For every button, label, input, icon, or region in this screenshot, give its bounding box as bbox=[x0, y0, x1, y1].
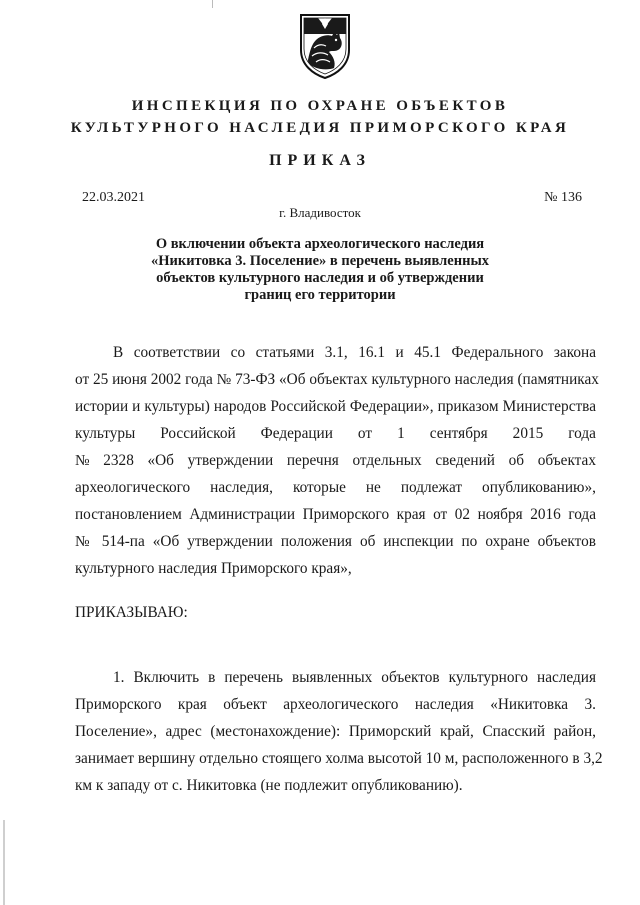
preamble-paragraph bbox=[75, 339, 599, 582]
word: сентября bbox=[429, 425, 488, 442]
order-item-1 bbox=[75, 664, 603, 799]
word: сведений bbox=[435, 452, 495, 469]
title-line: границ его территории bbox=[244, 287, 396, 303]
word: и bbox=[395, 344, 404, 361]
word: Приморский bbox=[348, 723, 432, 740]
word: перечня bbox=[286, 452, 339, 469]
word: адрес bbox=[165, 723, 202, 740]
word: № bbox=[75, 452, 90, 469]
word: Приморского bbox=[75, 696, 162, 713]
line-text: культурного наследия Приморского края», bbox=[75, 560, 352, 577]
line-text: 1. Включить в перечень выявленных объектов культурного наследия bbox=[113, 669, 596, 686]
paragraph-line bbox=[75, 718, 596, 745]
line-text: от 25 июня 2002 года № 73-ФЗ «Об объектах культурного наследия (памятниках bbox=[75, 371, 599, 388]
word: наследия, bbox=[210, 479, 273, 496]
line-text: занимает вершину отдельно стоящего холма высотой 10 м, расположенного в 3,2 bbox=[75, 750, 603, 767]
word: 45.1 bbox=[414, 344, 442, 361]
line-text: км к западу от с. Никитовка (не подлежит опубликованию). bbox=[75, 777, 463, 794]
word: 3.1, bbox=[324, 344, 348, 361]
word: не bbox=[365, 479, 381, 496]
word: В bbox=[113, 344, 124, 361]
paragraph-line bbox=[75, 447, 596, 474]
word: объектах bbox=[537, 452, 596, 469]
title-line: О включении объекта археологического наследия bbox=[155, 236, 485, 252]
title-line: объектов культурного наследия и об утверждении bbox=[156, 270, 484, 286]
word: Федерации bbox=[260, 425, 333, 442]
word: объект bbox=[223, 696, 267, 713]
word: Поселение», bbox=[75, 723, 157, 740]
word: наследия bbox=[414, 696, 474, 713]
word: 2328 bbox=[103, 452, 134, 469]
document-city: г. Владивосток bbox=[279, 205, 361, 220]
word: утверждении bbox=[187, 452, 274, 469]
line-text: постановлением Администрации Приморского края от 02 ноября 2016 года bbox=[75, 506, 596, 523]
scan-artifact bbox=[3, 820, 5, 905]
paragraph-line bbox=[75, 501, 596, 528]
word: 16.1 bbox=[358, 344, 386, 361]
paragraph-line bbox=[75, 528, 596, 555]
document-date: 22.03.2021 bbox=[82, 190, 145, 205]
paragraph-line bbox=[75, 664, 596, 691]
word: со bbox=[230, 344, 246, 361]
word: 3. bbox=[584, 696, 596, 713]
paragraph-line bbox=[75, 772, 596, 799]
paragraph-line bbox=[75, 393, 596, 420]
order-word: ПРИКАЗЫВАЮ: bbox=[75, 604, 188, 621]
document-type: ПРИКАЗ bbox=[269, 152, 371, 169]
paragraph-line bbox=[75, 420, 596, 447]
word: Российской bbox=[160, 425, 236, 442]
word: Спасский bbox=[482, 723, 546, 740]
word: археологического bbox=[75, 479, 191, 496]
word: края bbox=[177, 696, 207, 713]
word: от bbox=[357, 425, 373, 442]
word: опубликованию», bbox=[482, 479, 596, 496]
document-number: № 136 bbox=[544, 190, 582, 205]
org-name-line-1: ИНСПЕКЦИЯ ПО ОХРАНЕ ОБЪЕКТОВ bbox=[131, 98, 509, 114]
word: Федерального bbox=[451, 344, 544, 361]
paragraph-line bbox=[75, 745, 603, 772]
word: года bbox=[568, 425, 596, 442]
title-line: «Никитовка 3. Поселение» в перечень выявленных bbox=[150, 253, 490, 269]
line-text: истории и культуры) народов Российской Федерации», приказом Министерства bbox=[75, 398, 596, 415]
word: (местонахождение): bbox=[210, 723, 341, 740]
word: закона bbox=[553, 344, 596, 361]
word: об bbox=[508, 452, 525, 469]
coat-of-arms-icon bbox=[298, 12, 352, 80]
paragraph-line bbox=[75, 555, 596, 582]
word: 1 bbox=[397, 425, 405, 442]
word: подлежат bbox=[400, 479, 463, 496]
document-title bbox=[130, 236, 510, 304]
word: которые bbox=[292, 479, 346, 496]
paragraph-line bbox=[75, 691, 596, 718]
word: 2015 bbox=[512, 425, 544, 442]
word: район, bbox=[553, 723, 596, 740]
paragraph-line bbox=[75, 339, 596, 366]
word: соответствии bbox=[133, 344, 221, 361]
word: «Никитовка bbox=[490, 696, 569, 713]
paragraph-line bbox=[75, 474, 596, 501]
word: край, bbox=[439, 723, 474, 740]
word: отдельных bbox=[352, 452, 422, 469]
word: «Об bbox=[147, 452, 174, 469]
line-text: № 514-па «Об утверждении положения об инспекции по охране объектов bbox=[75, 533, 596, 550]
scan-artifact bbox=[212, 0, 213, 8]
word: культуры bbox=[75, 425, 136, 442]
word: статьями bbox=[255, 344, 315, 361]
paragraph-line bbox=[75, 366, 599, 393]
word: археологического bbox=[283, 696, 399, 713]
org-name-line-2: КУЛЬТУРНОГО НАСЛЕДИЯ ПРИМОРСКОГО КРАЯ bbox=[70, 120, 570, 136]
